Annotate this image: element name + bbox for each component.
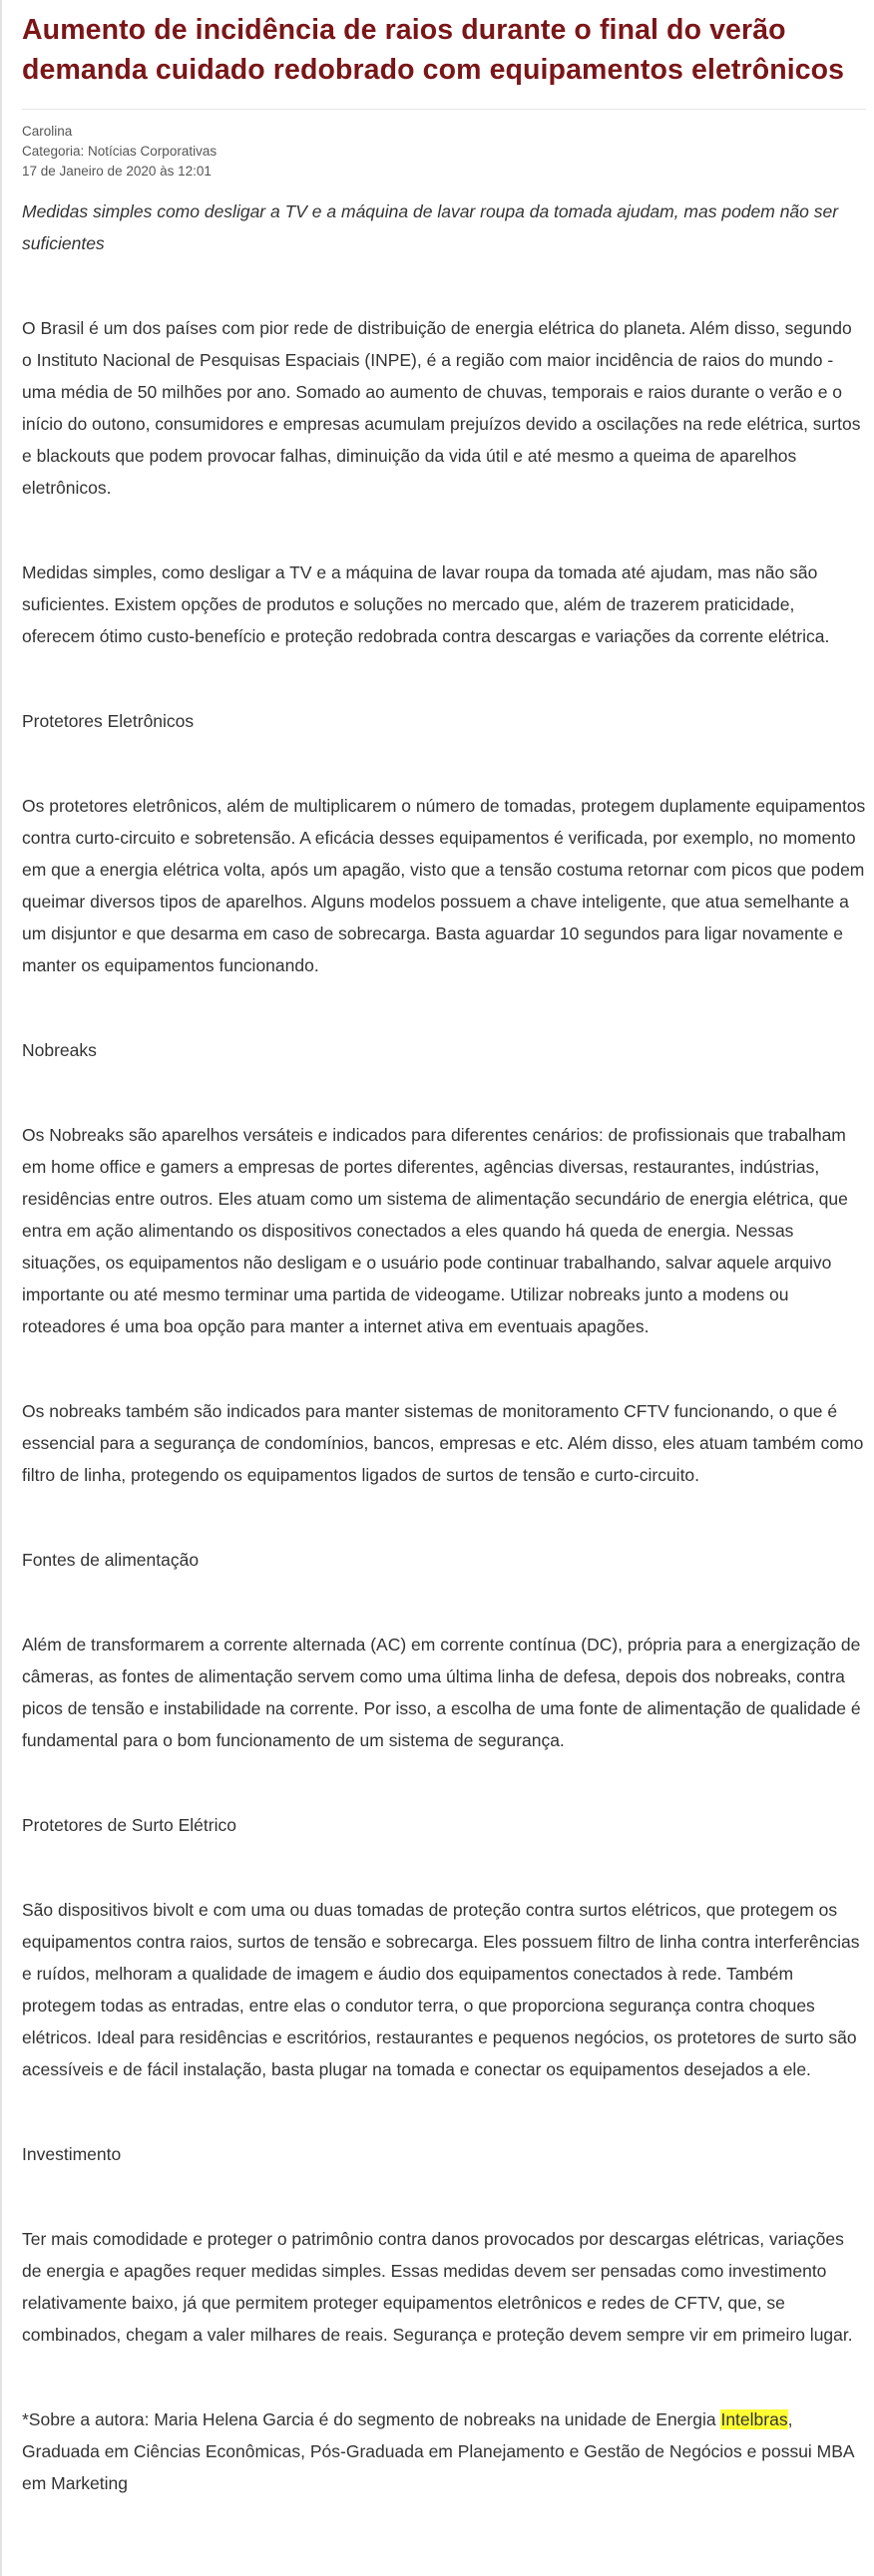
paragraph: Além de transformarem a corrente alternada (AC) em corrente contínua (DC), própria para a energização de câmeras, as fontes de alimentação servem como uma última linha de defesa, depois dos nobreaks, contra picos de tensão e instabilidade na corrente. Por isso, a escolha de uma fonte de alimentação de qualidade é fundamental para o bom funcionamento de um sistema de segurança. — [22, 1635, 861, 1750]
author-note-text: *Sobre a autora: Maria Helena Garcia é do segmento de nobreaks na unidade de Energia — [22, 2409, 721, 2429]
author-note-text-end: , Graduada em Ciências Econômicas, Pós-Graduada em Planejamento e Gestão de Negócios e possui MBA em Marketing — [22, 2409, 854, 2493]
paragraph: Medidas simples, como desligar a TV e a máquina de lavar roupa da tomada até ajudam, mas não são suficientes. Existem opções de produtos e soluções no mercado que, além de trazerem praticidade, oferecem ótimo custo-benefício e proteção redobrada contra descargas e variações da corrente elétrica. — [22, 562, 830, 646]
section-heading: Nobreaks — [22, 1040, 97, 1060]
section-heading: Protetores de Surto Elétrico — [22, 1815, 236, 1835]
article-date: 17 de Janeiro de 2020 às 12:01 — [22, 164, 212, 179]
article-meta — [22, 122, 866, 182]
paragraph: Os nobreaks também são indicados para manter sistemas de monitoramento CFTV funcionando, o que é essencial para a segurança de condomínios, bancos, empresas e etc. Além disso, eles atuam também como filtro de linha, protegendo os equipamentos ligados de surtos de tensão e curto-circuito. — [22, 1401, 864, 1485]
section-heading: Protetores Eletrônicos — [22, 711, 195, 731]
article — [22, 0, 866, 2552]
article-category: Categoria: Notícias Corporativas — [22, 144, 218, 159]
article-body — [22, 312, 866, 2499]
section-heading: Investimento — [22, 2144, 122, 2164]
paragraph: Ter mais comodidade e proteger o patrimônio contra danos provocados por descargas elétricas, variações de energia e apagões requer medidas simples. Essas medidas devem ser pensadas como investimento relativamente baixo, já que permitem proteger equipamentos eletrônicos e redes de CFTV, que, se combinados, chegam a valer milhares de reais. Segurança e proteção devem sempre vir em primeiro lugar. — [22, 2229, 853, 2345]
paragraph: Os Nobreaks são aparelhos versáteis e indicados para diferentes cenários: de profissionais que trabalham em home office e gamers a empresas de portes diferentes, agências diversas, restaurantes, indústrias, residências entre outros. Eles atuam como um sistema de alimentação secundário de energia elétrica, que entra em ação alimentando os dispositivos conectados a eles quando há queda de energia. Nessas situações, os equipamentos não desligam e o usuário pode continuar trabalhando, salvar aquele arquivo importante ou até mesmo terminar uma partida de videogame. Utilizar nobreaks junto a modens ou roteadores é uma boa opção para manter a internet ativa em eventuais apagões. — [22, 1125, 848, 1336]
author-note — [22, 2403, 866, 2499]
paragraph: O Brasil é um dos países com pior rede de distribuição de energia elétrica do planeta. Além disso, segundo o Instituto Nacional de Pesquisas Espaciais (INPE), é a região com maior incidência de raios do mundo - uma média de 50 milhões por ano. Somado ao aumento de chuvas, temporais e raios durante o verão e o início do outono, consumidores e empresas acumulam prejuízos devido a oscilações na rede elétrica, surtos e blackouts que podem provocar falhas, diminuição da vida útil e até mesmo a queima de aparelhos eletrônicos. — [22, 318, 861, 498]
highlighted-brand: Intelbras — [720, 2409, 788, 2429]
paragraph: São dispositivos bivolt e com uma ou duas tomadas de proteção contra surtos elétricos, que protegem os equipamentos contra raios, surtos de tensão e sobrecarga. Eles possuem filtro de linha contra interferências e ruídos, melhoram a qualidade de imagem e áudio dos equipamentos conectados à rede. Também protegem todas as entradas, entre elas o condutor terra, o que proporciona segurança contra choques elétricos. Ideal para residências e escritórios, restaurantes e pequenos negócios, os protetores de surto são acessíveis e de fácil instalação, basta plugar na tomada e conectar os equipamentos desejados a ele. — [22, 1900, 860, 2079]
title-divider — [22, 109, 866, 110]
article-lead: Medidas simples como desligar a TV e a máquina de lavar roupa da tomada ajudam, mas podem não ser suficientes — [22, 201, 839, 253]
paragraph: Os protetores eletrônicos, além de multiplicarem o número de tomadas, protegem duplamente equipamentos contra curto-circuito e sobretensão. A eficácia desses equipamentos é verificada, por exemplo, no momento em que a energia elétrica volta, após um apagão, visto que a tensão costuma retornar com picos que podem queimar diversos tipos de aparelhos. Alguns modelos possuem a chave inteligente, que atua semelhante a um disjuntor e que desarma em caso de sobrecarga. Basta aguardar 10 segundos para ligar novamente e manter os equipamentos funcionando. — [22, 796, 866, 975]
article-author: Carolina — [22, 124, 73, 139]
section-heading: Fontes de alimentação — [22, 1550, 200, 1570]
article-title: Aumento de incidência de raios durante o final do verão demanda cuidado redobrado com equipamentos eletrônicos — [22, 14, 845, 86]
page-left-border — [0, 0, 2, 2576]
